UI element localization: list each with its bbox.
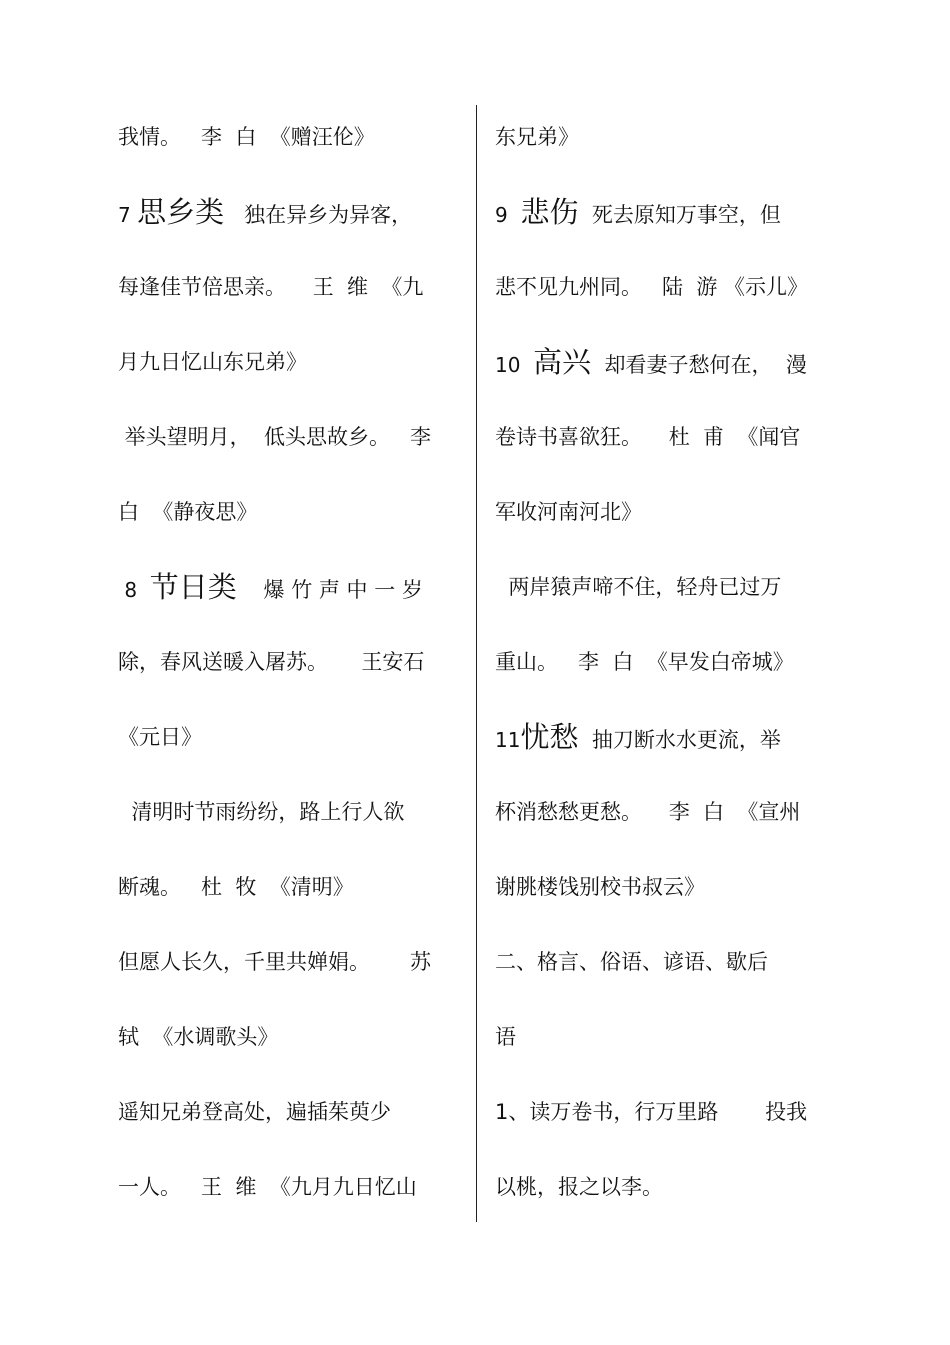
section-number: 8 [118, 578, 150, 602]
text-line [118, 250, 463, 325]
line-text: 举头望明月， 低头思故乡。 李 [118, 425, 432, 449]
text-line [495, 550, 840, 625]
section-heading: 忧愁 [520, 720, 579, 754]
text-line [495, 850, 840, 925]
line-text: 断魂。 杜 牧 《清明》 [118, 875, 354, 899]
line-text: 但愿人长久，千里共婵娟。 苏 [118, 950, 432, 974]
text-line [118, 1075, 463, 1150]
line-text: 白 《静夜思》 [118, 500, 258, 524]
line-text: 遥知兄弟登高处，遍插茱萸少 [118, 1100, 391, 1124]
text-line [118, 1150, 463, 1225]
line-text: 却看妻子愁何在， 漫 [591, 353, 807, 377]
line-text: 《元日》 [118, 725, 202, 749]
line-text: 我情。 李 白 《赠汪伦》 [118, 125, 375, 149]
text-line [495, 625, 840, 700]
text-line [495, 925, 840, 1000]
section-heading: 高兴 [533, 345, 592, 379]
line-text: 军收河南河北》 [495, 500, 642, 524]
section-number: 7 [118, 203, 138, 227]
text-line [118, 1000, 463, 1075]
text-line [495, 100, 840, 175]
line-text: 东兄弟》 [495, 125, 579, 149]
text-line [495, 175, 840, 250]
line-text: 爆 竹 声 中 一 岁 [236, 578, 423, 602]
line-text: 重山。 李 白 《早发白帝城》 [495, 650, 794, 674]
text-line [495, 475, 840, 550]
section-heading: 悲伤 [520, 195, 579, 229]
section-number: 9 [495, 203, 521, 227]
text-line [495, 250, 840, 325]
section-number: 10 [495, 353, 534, 377]
text-line [495, 775, 840, 850]
line-text: 悲不见九州同。 陆 游 《示儿》 [495, 275, 809, 299]
line-text: 每逢佳节倍思亲。 王 维 《九 [118, 275, 424, 299]
line-text: 一人。 王 维 《九月九日忆山 [118, 1175, 417, 1199]
text-line [495, 400, 840, 475]
column-divider [476, 105, 477, 1222]
line-text: 轼 《水调歌头》 [118, 1025, 279, 1049]
line-text: 谢朓楼饯别校书叔云》 [495, 875, 705, 899]
line-text: 杯消愁愁更愁。 李 白 《宣州 [495, 800, 801, 824]
text-line [495, 700, 840, 775]
text-line [118, 550, 463, 625]
text-line [118, 325, 463, 400]
section-number: 11 [495, 728, 521, 752]
line-text: 二、格言、俗语、谚语、歇后 [495, 950, 768, 974]
text-line [495, 1000, 840, 1075]
line-text: 两岸猿声啼不住，轻舟已过万 [495, 575, 782, 599]
section-heading: 节日类 [149, 570, 237, 604]
text-line [118, 475, 463, 550]
right-column [495, 100, 840, 1225]
text-line [118, 925, 463, 1000]
text-line [118, 400, 463, 475]
line-text: 以桃，报之以李。 [495, 1175, 663, 1199]
text-line [118, 625, 463, 700]
line-text: 除，春风送暖入屠苏。 王安石 [118, 650, 425, 674]
text-line [495, 1075, 840, 1150]
text-line [118, 175, 463, 250]
section-heading: 思乡类 [137, 195, 225, 229]
text-line [118, 700, 463, 775]
line-text: 抽刀断水水更流，举 [578, 728, 781, 752]
line-text: 月九日忆山东兄弟》 [118, 350, 307, 374]
line-text: 1、读万卷书，行万里路 投我 [495, 1100, 808, 1124]
line-text: 死去原知万事空，但 [578, 203, 781, 227]
line-text: 清明时节雨纷纷，路上行人欲 [118, 800, 405, 824]
left-column [118, 100, 463, 1225]
text-line [118, 850, 463, 925]
line-text: 独在异乡为异客， [224, 203, 413, 227]
line-text: 卷诗书喜欲狂。 杜 甫 《闻官 [495, 425, 801, 449]
line-text: 语 [495, 1025, 516, 1049]
text-line [495, 1150, 840, 1225]
text-line [495, 325, 840, 400]
text-line [118, 100, 463, 175]
text-line [118, 775, 463, 850]
